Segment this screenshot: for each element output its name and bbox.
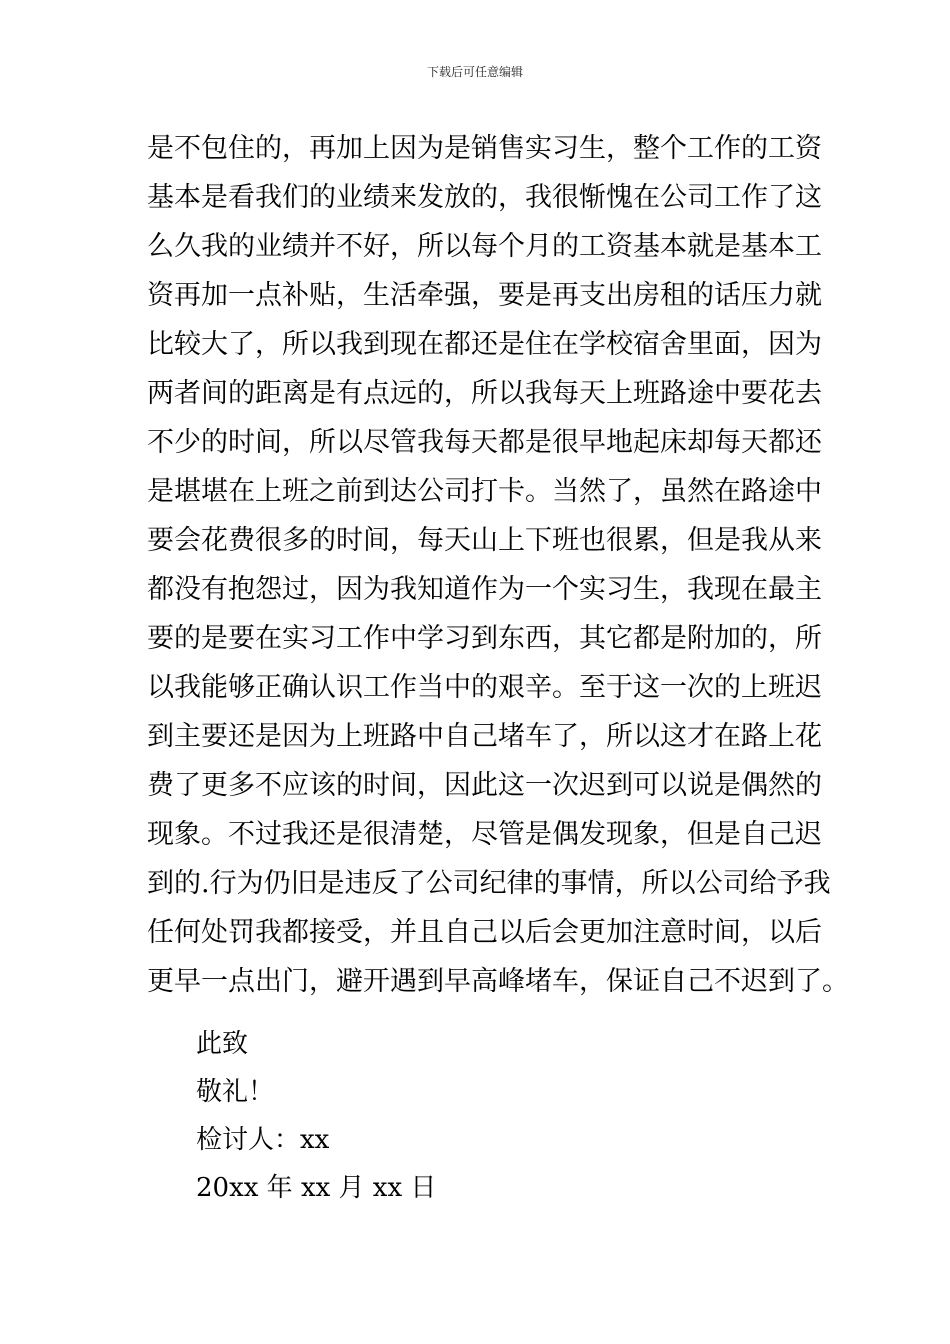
signer-line: 检讨人：xx	[196, 1125, 330, 1155]
body-line: 是不包住的，再加上因为是销售实习生，整个工作的工资	[147, 133, 822, 164]
page-header-note: 下载后可任意编辑	[426, 65, 523, 79]
body-line: 费了更多不应该的时间，因此这一次迟到可以说是偶然的	[147, 770, 822, 801]
body-line: 资再加一点补贴，生活牵强，要是再支出房租的话压力就	[147, 280, 822, 311]
body-line: 要的是要在实习工作中学习到东西，其它都是附加的，所	[147, 623, 822, 654]
date-line: 20xx 年 xx 月 xx 日	[196, 1173, 437, 1203]
closing-salutation: 此致	[196, 1029, 249, 1059]
body-line: 以我能够正确认识工作当中的艰辛。至于这一次的上班迟	[147, 672, 822, 703]
body-line: 到的.行为仍旧是违反了公司纪律的事情，所以公司给予我	[147, 868, 831, 899]
body-line: 比较大了，所以我到现在都还是住在学校宿舍里面，因为	[147, 329, 822, 360]
closing-respect: 敬礼！	[196, 1077, 275, 1107]
body-line: 更早一点出门，避开遇到早高峰堵车，保证自己不迟到了。	[147, 966, 849, 997]
body-line: 任何处罚我都接受，并且自己以后会更加注意时间，以后	[147, 917, 822, 948]
body-line: 到主要还是因为上班路中自己堵车了，所以这才在路上花	[147, 721, 822, 752]
body-paragraph	[147, 124, 849, 1006]
body-line: 是堪堪在上班之前到达公司打卡。当然了，虽然在路途中	[147, 476, 822, 507]
body-line: 么久我的业绩并不好，所以每个月的工资基本就是基本工	[147, 231, 822, 262]
letter-closing	[196, 1020, 436, 1212]
body-line: 要会花费很多的时间，每天山上下班也很累，但是我从来	[147, 525, 822, 556]
body-line: 基本是看我们的业绩来发放的，我很惭愧在公司工作了这	[147, 182, 822, 213]
body-line: 现象。不过我还是很清楚，尽管是偶发现象，但是自己迟	[147, 819, 822, 850]
body-line: 两者间的距离是有点远的，所以我每天上班路途中要花去	[147, 378, 822, 409]
body-line: 都没有抱怨过，因为我知道作为一个实习生，我现在最主	[147, 574, 822, 605]
body-line: 不少的时间，所以尽管我每天都是很早地起床却每天都还	[147, 427, 822, 458]
